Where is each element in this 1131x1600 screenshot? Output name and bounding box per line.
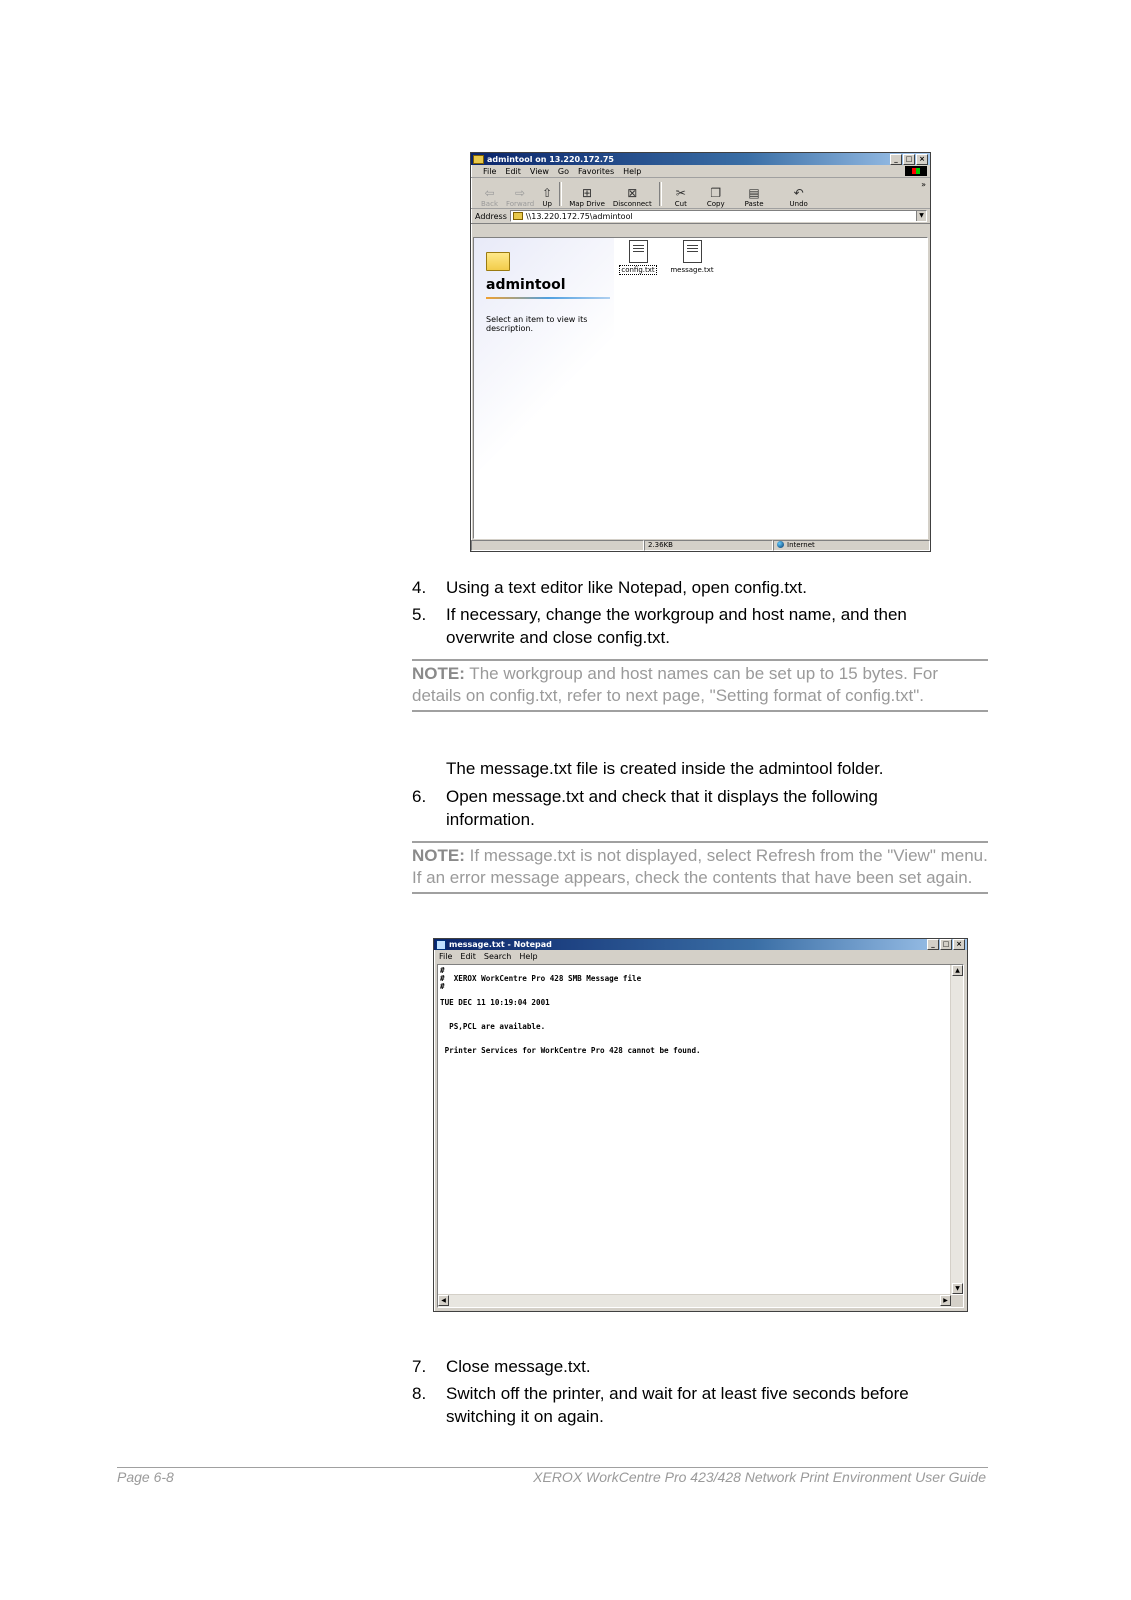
internet-globe-icon xyxy=(777,541,784,548)
folder-description: Select an item to view its description. xyxy=(486,315,588,333)
undo-button[interactable]: ↶ Undo xyxy=(789,186,808,208)
note-1 xyxy=(412,659,988,712)
address-bar xyxy=(471,209,930,224)
folder-title: admintool xyxy=(486,277,566,293)
address-input[interactable] xyxy=(510,210,927,222)
explorer-title: admintool on 13.220.172.75 xyxy=(487,154,614,164)
toolbar-separator xyxy=(659,182,662,206)
status-zone: Internet xyxy=(773,540,930,551)
paste-icon: ▤ xyxy=(748,186,760,200)
status-size: 2.36KB xyxy=(644,540,773,551)
vertical-scrollbar[interactable] xyxy=(950,965,963,1294)
scroll-left-button[interactable]: ◀ xyxy=(438,1295,449,1306)
step-5: 5. If necessary, change the workgroup and host name, and then overwrite and close config.txt. xyxy=(412,605,907,647)
webview-panel xyxy=(474,238,614,538)
map-drive-icon: ⊞ xyxy=(582,186,593,200)
folder-icon xyxy=(486,252,510,271)
folder-view xyxy=(473,237,928,539)
menu-go[interactable]: Go xyxy=(557,166,569,176)
scroll-up-button[interactable]: ▲ xyxy=(952,965,963,976)
note-text: If message.txt is not displayed, select Refresh from the "View" menu. If an error message appears, check the contents that have been set again. xyxy=(412,846,988,887)
scroll-down-button[interactable]: ▼ xyxy=(952,1283,963,1294)
file-config-txt[interactable] xyxy=(616,240,660,274)
menu-favorites[interactable]: Favorites xyxy=(577,166,615,176)
menu-file[interactable]: File xyxy=(483,166,497,176)
explorer-menubar xyxy=(471,165,930,178)
disconnect-button[interactable]: ⊠ Disconnect xyxy=(612,186,652,208)
note-text: The workgroup and host names can be set up to 15 bytes. For details on config.txt, refer to next page, "Setting format of config.txt". xyxy=(412,664,939,705)
step-4: 4. Using a text editor like Notepad, open config.txt. xyxy=(412,578,807,597)
disconnect-icon: ⊠ xyxy=(627,186,638,200)
notepad-title: message.txt - Notepad xyxy=(449,940,552,949)
maximize-button[interactable]: □ xyxy=(903,154,915,165)
menu-file[interactable]: File xyxy=(439,951,453,961)
page-number: Page 6-8 xyxy=(117,1469,174,1485)
address-value: \\13.220.172.75\admintool xyxy=(525,211,633,221)
folder-icon xyxy=(473,155,484,164)
explorer-window xyxy=(470,152,931,552)
step-6: 6. Open message.txt and check that it displays the following information. xyxy=(412,787,878,829)
file-label: config.txt xyxy=(621,266,655,274)
folder-icon xyxy=(513,212,523,220)
menu-edit[interactable]: Edit xyxy=(505,166,521,176)
windows-logo-icon xyxy=(905,166,927,176)
resize-grip[interactable] xyxy=(951,1295,963,1307)
menu-help[interactable]: Help xyxy=(623,166,642,176)
maximize-button[interactable]: □ xyxy=(940,939,952,950)
notepad-titlebar xyxy=(434,939,967,950)
file-label: message.txt xyxy=(670,266,714,274)
file-message-txt[interactable] xyxy=(670,240,714,274)
scroll-right-button[interactable]: ▶ xyxy=(940,1295,951,1306)
explorer-titlebar xyxy=(471,153,930,165)
explorer-toolbar xyxy=(471,178,930,209)
step-8: 8. Switch off the printer, and wait for at least five seconds before switching it on again. xyxy=(412,1384,909,1426)
message-file-content: # # XEROX WorkCentre Pro 428 SMB Message file # TUE DEC 11 10:19:04 2001 PS,PCL are available. Printer Services for WorkCentre Pro 428 cannot be found. xyxy=(440,966,701,1055)
horizontal-scrollbar[interactable] xyxy=(438,1294,951,1307)
copy-button[interactable]: ❐ Copy xyxy=(706,186,725,208)
close-button[interactable]: × xyxy=(916,154,928,165)
status-cell xyxy=(471,540,644,551)
cut-button[interactable]: ✂ Cut xyxy=(674,186,687,208)
back-arrow-icon: ⇦ xyxy=(484,186,495,200)
up-button[interactable]: ⇧ Up xyxy=(542,186,553,208)
copy-icon: ❐ xyxy=(710,186,722,200)
undo-icon: ↶ xyxy=(793,186,804,200)
text-file-icon xyxy=(683,240,702,263)
minimize-button[interactable]: _ xyxy=(927,939,939,950)
address-dropdown-button[interactable]: ▼ xyxy=(916,211,926,221)
forward-button[interactable]: ⇨ Forward xyxy=(506,186,535,208)
toolbar-separator xyxy=(559,182,562,206)
back-button[interactable]: ⇦ Back xyxy=(481,186,498,208)
close-button[interactable]: × xyxy=(953,939,965,950)
note-2 xyxy=(412,841,988,894)
status-bar xyxy=(471,540,930,551)
divider xyxy=(486,297,610,299)
menu-edit[interactable]: Edit xyxy=(460,951,476,961)
guide-title: XEROX WorkCentre Pro 423/428 Network Print Environment User Guide xyxy=(533,1469,986,1485)
notepad-icon xyxy=(436,940,446,950)
notepad-window xyxy=(433,938,968,1312)
step-7: 7. Close message.txt. xyxy=(412,1357,591,1376)
toolbar-chevron-icon[interactable]: » xyxy=(921,180,926,189)
footer-rule xyxy=(117,1467,988,1468)
up-folder-icon: ⇧ xyxy=(542,186,553,200)
menu-search[interactable]: Search xyxy=(483,951,512,961)
menu-help[interactable]: Help xyxy=(519,951,538,961)
paste-button[interactable]: ▤ Paste xyxy=(744,186,764,208)
minimize-button[interactable]: _ xyxy=(890,154,902,165)
address-label: Address xyxy=(475,211,507,221)
scissors-icon: ✂ xyxy=(675,186,686,200)
text-file-icon xyxy=(629,240,648,263)
map-drive-button[interactable]: ⊞ Map Drive xyxy=(569,186,605,208)
forward-arrow-icon: ⇨ xyxy=(515,186,526,200)
notepad-menubar xyxy=(434,950,967,962)
message-created-text: The message.txt file is created inside the admintool folder. xyxy=(446,759,884,778)
menu-view[interactable]: View xyxy=(529,166,549,176)
notepad-text-area[interactable] xyxy=(437,964,964,1308)
note-label: NOTE: xyxy=(412,664,465,683)
note-label: NOTE: xyxy=(412,846,465,865)
